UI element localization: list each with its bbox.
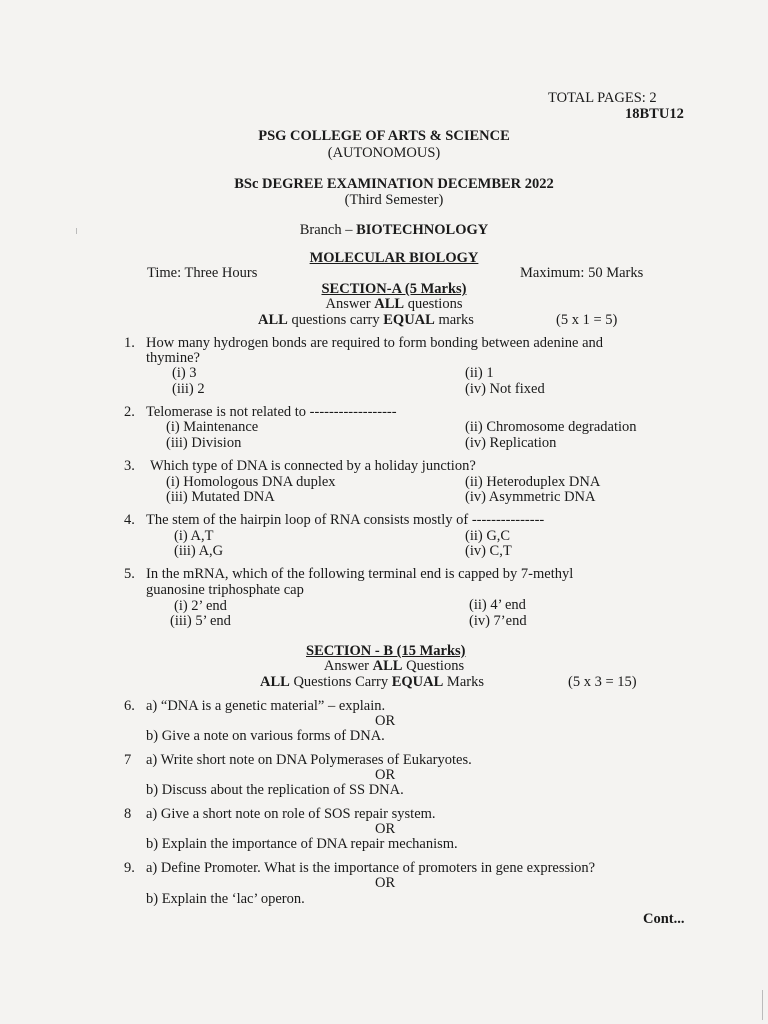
section-a-marks: (5 x 1 = 5) xyxy=(556,312,618,328)
question-text: How many hydrogen bonds are required to form bonding between adenine and xyxy=(146,335,604,351)
option: (iv) 7’end xyxy=(469,613,527,629)
question-number: 5. xyxy=(124,566,135,582)
question-number: 3. xyxy=(124,458,135,474)
option: (i) Homologous DNA duplex xyxy=(166,474,336,490)
option: (ii) 1 xyxy=(465,365,494,381)
question-text: In the mRNA, which of the following terminal end is capped by 7-methyl xyxy=(146,566,574,582)
question-number: 1. xyxy=(124,335,135,351)
semester-label: (Third Semester) xyxy=(344,192,444,208)
college-name: PSG COLLEGE OF ARTS & SCIENCE xyxy=(258,128,510,144)
time-label: Time: Three Hours xyxy=(147,265,258,281)
question-number: 2. xyxy=(124,404,135,420)
question-part-b: b) Give a note on various forms of DNA. xyxy=(146,728,385,744)
option: (i) Maintenance xyxy=(166,419,259,435)
question-part-b: b) Discuss about the replication of SS DNA. xyxy=(146,782,404,798)
scan-edge-mark xyxy=(762,990,763,1020)
paper-code: 18BTU12 xyxy=(625,106,684,122)
section-a-instruction-2: ALL questions carry EQUAL marks xyxy=(258,312,474,328)
question-part-b: b) Explain the ‘lac’ operon. xyxy=(146,891,305,907)
autonomous-label: (AUTONOMOUS) xyxy=(327,145,441,161)
section-a-instruction-1: Answer ALL questions xyxy=(325,296,463,312)
option: (i) 2’ end xyxy=(174,598,227,614)
question-text: thymine? xyxy=(146,350,200,366)
question-part-a: a) Write short note on DNA Polymerases of Eukaryotes. xyxy=(146,752,472,768)
section-b-title: SECTION - B (15 Marks) xyxy=(306,643,466,659)
branch-name: BIOTECHNOLOGY xyxy=(356,222,489,238)
branch-line: Branch – BIOTECHNOLOGY xyxy=(299,222,489,238)
option: (iv) Replication xyxy=(465,435,557,451)
or-label: OR xyxy=(375,821,396,837)
option: (ii) Heteroduplex DNA xyxy=(465,474,601,490)
subject-title: MOLECULAR BIOLOGY xyxy=(309,250,479,266)
question-text: guanosine triphosphate cap xyxy=(146,582,304,598)
question-number: 9. xyxy=(124,860,135,876)
question-text: Which type of DNA is connected by a holiday junction? xyxy=(150,458,476,474)
section-b-instruction-1: Answer ALL Questions xyxy=(323,658,465,674)
continued-label: Cont... xyxy=(643,911,685,927)
question-number: 6. xyxy=(124,698,135,714)
option: (i) A,T xyxy=(174,528,214,544)
option: (iii) Division xyxy=(166,435,242,451)
total-pages: TOTAL PAGES: 2 xyxy=(548,90,657,106)
or-label: OR xyxy=(375,713,396,729)
section-b-instruction-2: ALL Questions Carry EQUAL Marks xyxy=(260,674,484,690)
section-b-marks: (5 x 3 = 15) xyxy=(568,674,637,690)
question-number: 7 xyxy=(124,752,132,768)
question-part-b: b) Explain the importance of DNA repair mechanism. xyxy=(146,836,458,852)
option: (iii) 2 xyxy=(172,381,205,397)
section-a-title: SECTION-A (5 Marks) xyxy=(321,281,467,297)
question-text: The stem of the hairpin loop of RNA consists mostly of --------------- xyxy=(146,512,545,528)
option: (iii) 5’ end xyxy=(170,613,231,629)
or-label: OR xyxy=(375,767,396,783)
or-label: OR xyxy=(375,875,396,891)
scan-speck xyxy=(76,228,77,234)
question-part-a: a) “DNA is a genetic material” – explain. xyxy=(146,698,386,714)
option: (iii) A,G xyxy=(174,543,224,559)
option: (iv) Not fixed xyxy=(465,381,545,397)
option: (ii) G,C xyxy=(465,528,511,544)
question-number: 8 xyxy=(124,806,132,822)
question-part-a: a) Define Promoter. What is the importance of promoters in gene expression? xyxy=(146,860,596,876)
option: (ii) 4’ end xyxy=(469,597,526,613)
option: (iii) Mutated DNA xyxy=(166,489,275,505)
exam-title: BSc DEGREE EXAMINATION DECEMBER 2022 xyxy=(234,176,554,192)
max-marks-label: Maximum: 50 Marks xyxy=(520,265,644,281)
question-part-a: a) Give a short note on role of SOS repair system. xyxy=(146,806,436,822)
question-text: Telomerase is not related to ------------------ xyxy=(146,404,397,420)
option: (iv) Asymmetric DNA xyxy=(465,489,596,505)
option: (iv) C,T xyxy=(465,543,512,559)
option: (i) 3 xyxy=(172,365,197,381)
question-number: 4. xyxy=(124,512,135,528)
option: (ii) Chromosome degradation xyxy=(465,419,637,435)
